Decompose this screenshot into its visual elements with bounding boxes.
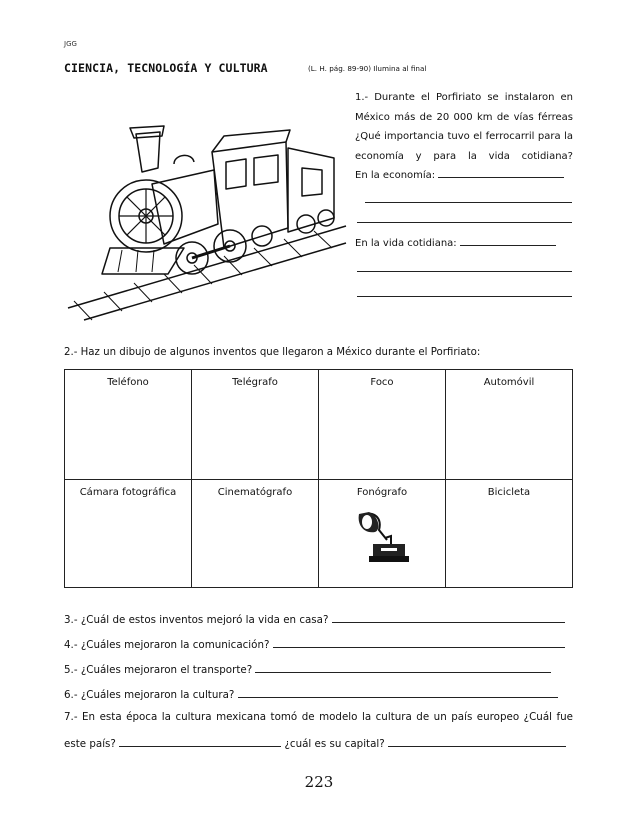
invention-cell-telefono[interactable] <box>65 370 192 480</box>
inventions-table <box>64 369 573 588</box>
train-illustration <box>64 98 349 322</box>
daily-blank[interactable] <box>460 235 556 246</box>
daily-label: En la vida cotidiana: <box>355 238 457 249</box>
question-1-text: 1.- Durante el Porfiriato se instalaron en México más de 20 000 km de vías férreas ¿Qué importancia tuvo el ferrocarril para la economía y para la vida cotidiana? <box>355 92 573 162</box>
question-7-text: 7.- En esta época la cultura mexicana tomó de modelo la cultura de un país europeo ¿Cuál fue <box>64 711 573 723</box>
question-4-blank[interactable] <box>273 637 565 648</box>
question-1-economy-label <box>355 166 573 186</box>
invention-label: Foco <box>370 377 394 388</box>
question-3 <box>64 612 565 626</box>
phonograph-icon <box>357 510 411 566</box>
answer-line[interactable] <box>357 271 572 272</box>
question-7-country-label: este país? <box>64 738 116 750</box>
question-7-country-blank[interactable] <box>119 736 281 747</box>
inventions-row <box>65 480 573 588</box>
question-6-text: 6.- ¿Cuáles mejoraron la cultura? <box>64 689 235 701</box>
inventions-row <box>65 370 573 480</box>
question-4 <box>64 637 565 651</box>
question-2-text: 2.- Haz un dibujo de algunos inventos que llegaron a México durante el Porfiriato: <box>64 347 481 358</box>
answer-line[interactable] <box>357 296 572 297</box>
answer-line[interactable] <box>357 222 572 223</box>
invention-cell-bicicleta[interactable] <box>446 480 573 588</box>
invention-cell-camara[interactable] <box>65 480 192 588</box>
author-initials: JGG <box>64 40 77 48</box>
answer-line[interactable] <box>365 202 572 203</box>
question-5-text: 5.- ¿Cuáles mejoraron el transporte? <box>64 664 253 676</box>
question-3-blank[interactable] <box>332 612 565 623</box>
question-4-text: 4.- ¿Cuáles mejoraron la comunicación? <box>64 639 270 651</box>
page-title: CIENCIA, TECNOLOGÍA Y CULTURA <box>64 61 268 75</box>
question-3-text: 3.- ¿Cuál de estos inventos mejoró la vida en casa? <box>64 614 329 626</box>
economy-blank[interactable] <box>438 167 564 178</box>
question-7-capital-blank[interactable] <box>388 736 566 747</box>
question-5 <box>64 662 551 676</box>
invention-label: Teléfono <box>107 377 149 388</box>
invention-cell-foco[interactable] <box>319 370 446 480</box>
question-1-daily-label <box>355 234 573 254</box>
invention-cell-fonografo[interactable] <box>319 480 446 588</box>
page-subtitle: (L. H. pág. 89-90) Ilumina al final <box>308 64 427 73</box>
question-6 <box>64 687 558 701</box>
question-7-capital-label: ¿cuál es su capital? <box>284 738 385 750</box>
question-6-blank[interactable] <box>238 687 558 698</box>
invention-label: Cámara fotográfica <box>79 487 177 498</box>
invention-cell-cinematografo[interactable] <box>192 480 319 588</box>
invention-cell-telegrafo[interactable] <box>192 370 319 480</box>
page-number: 223 <box>304 773 334 791</box>
question-7-answers <box>64 736 566 750</box>
economy-label: En la economía: <box>355 170 436 181</box>
invention-label: Cinematógrafo <box>217 487 293 498</box>
question-5-blank[interactable] <box>255 662 551 673</box>
invention-cell-automovil[interactable] <box>446 370 573 480</box>
invention-label: Automóvil <box>483 377 535 388</box>
invention-label: Fonógrafo <box>356 487 408 498</box>
invention-label: Bicicleta <box>487 487 531 498</box>
invention-label: Telégrafo <box>232 377 278 388</box>
